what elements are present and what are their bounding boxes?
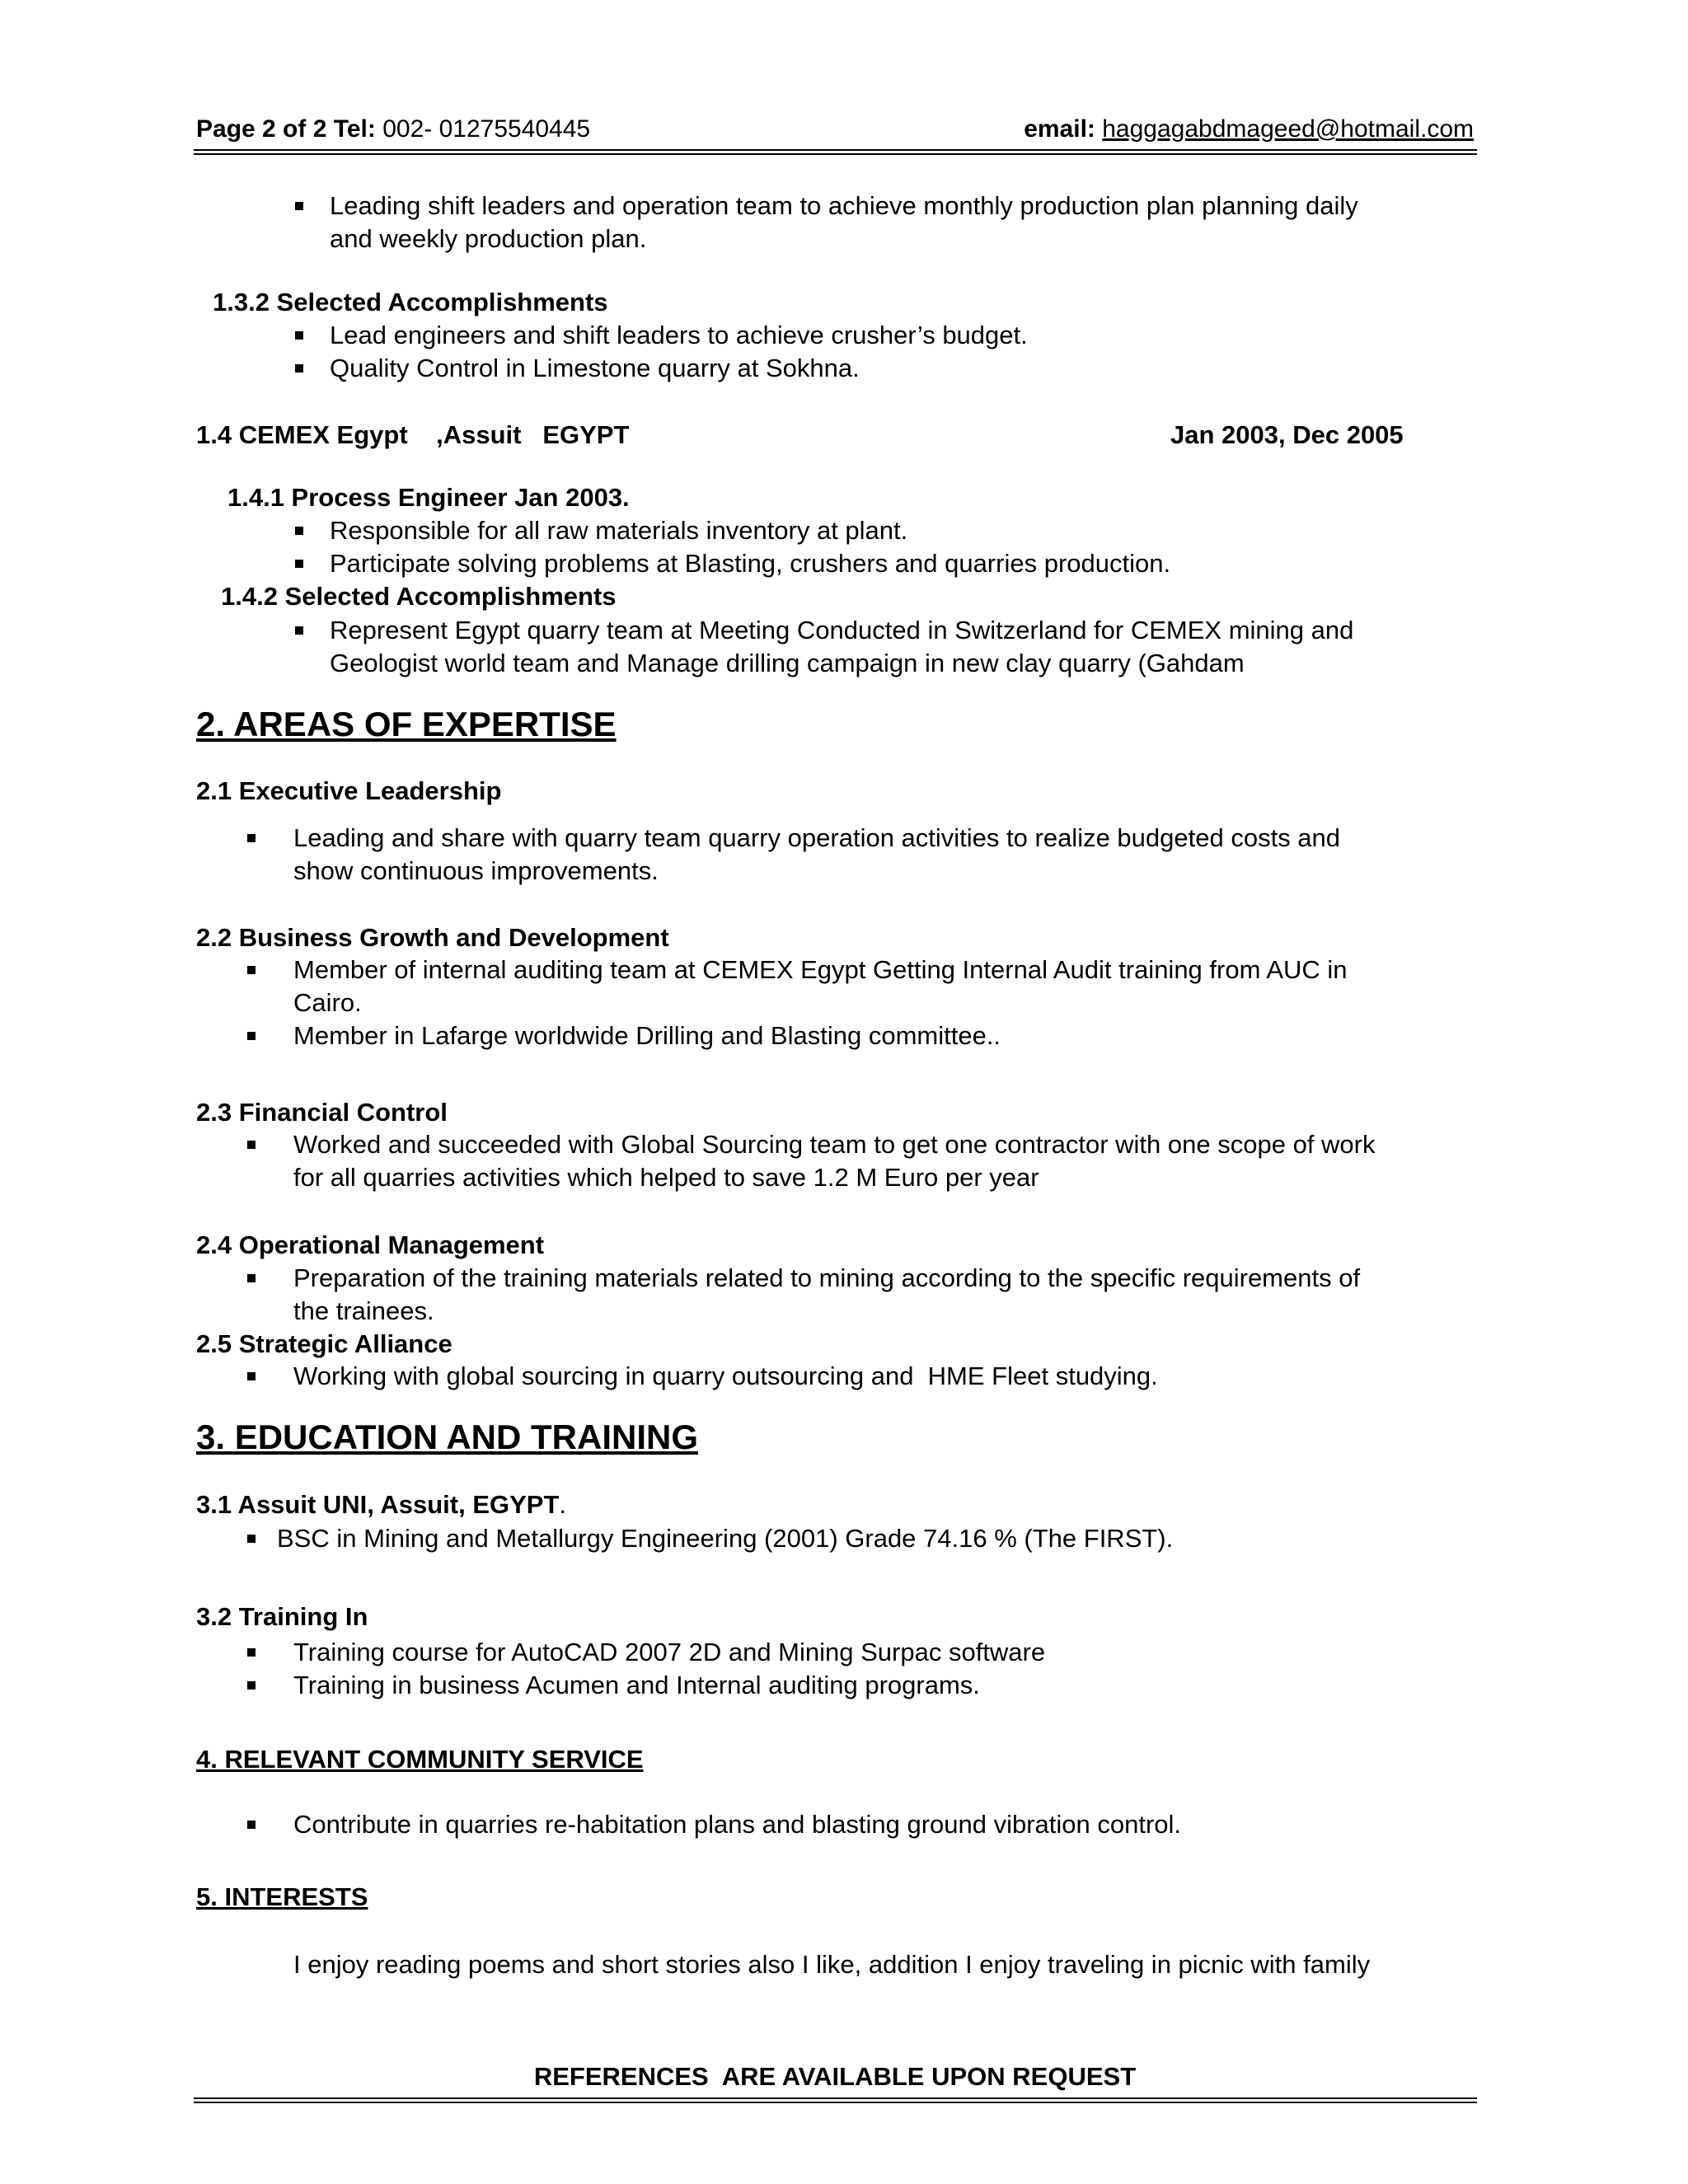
bullet-icon [295,202,303,210]
list-item: Working with global sourcing in quarry outsourcing and HME Fleet studying. [293,1361,1158,1390]
list-item-continued: Cairo. [293,988,362,1017]
bullet-icon [247,1372,256,1380]
email-label: email: [1024,115,1095,143]
section-heading-5: 5. INTERESTS [196,1882,368,1911]
list-item-continued: and weekly production plan. [330,224,647,253]
section-heading-2: 2. AREAS OF EXPERTISE [196,705,617,743]
bullet-icon [295,560,303,568]
bullet-icon [247,1821,256,1829]
section-heading-1-3-2: 1.3.2 Selected Accomplishments [213,288,608,316]
list-item: Training in business Acumen and Internal auditing programs. [293,1671,980,1699]
tel-label: Tel: [333,115,376,143]
list-item-continued: Geologist world team and Manage drilling campaign in new clay quarry (Gahdam [330,649,1245,677]
footer-rule-top [194,2097,1477,2099]
bullet-icon [247,1032,256,1040]
bullet-icon [247,966,256,974]
section-dates-1-4: Jan 2003, Dec 2005 [1170,420,1404,449]
bullet-icon [247,1648,256,1657]
interests-text: I enjoy reading poems and short stories also I like, addition I enjoy traveling in picnic with family [293,1950,1371,1979]
email-link[interactable]: haggagabdmageed@hotmail.com [1102,115,1474,143]
section-heading-1-4-1: 1.4.1 Process Engineer Jan 2003. [227,483,630,512]
list-item: BSC in Mining and Metallurgy Engineering (2001) Grade 74.16 % (The FIRST). [277,1524,1174,1553]
header-rule-top [194,149,1477,151]
section-heading-3: 3. EDUCATION AND TRAINING [196,1418,698,1456]
list-item-continued: for all quarries activities which helped to save 1.2 M Euro per year [293,1163,1039,1192]
bullet-icon [295,331,303,340]
section-heading-2-1: 2.1 Executive Leadership [196,776,502,805]
list-item: Training course for AutoCAD 2007 2D and Mining Surpac software [293,1638,1046,1666]
bullet-icon [247,1535,256,1543]
footer-rule-bottom [194,2102,1477,2103]
list-item: Lead engineers and shift leaders to achieve crusher’s budget. [330,321,1028,349]
bullet-icon [247,834,256,842]
bullet-icon [247,1681,256,1690]
header-rule-bottom [194,153,1477,155]
list-item: Quality Control in Limestone quarry at Sokhna. [330,354,860,382]
tel-value: 002- 01275540445 [382,115,591,143]
section-heading-2-2: 2.2 Business Growth and Development [196,923,669,952]
header-email [1024,115,1474,143]
section-heading-3-2: 3.2 Training In [196,1602,368,1631]
list-item-continued: show continuous improvements. [293,856,659,885]
section-heading-2-3: 2.3 Financial Control [196,1098,448,1127]
bullet-icon [295,364,303,373]
list-item: Member of internal auditing team at CEMEX Egypt Getting Internal Audit training from AUC in [293,955,1348,984]
list-item: Worked and succeeded with Global Sourcing team to get one contractor with one scope of work [293,1130,1376,1159]
bullet-icon [247,1141,256,1149]
list-item: Responsible for all raw materials inventory at plant. [330,516,908,545]
header-contact [196,115,590,143]
list-item: Preparation of the training materials related to mining according to the specific requirements of [293,1263,1361,1292]
section-heading-4: 4. RELEVANT COMMUNITY SERVICE [196,1745,644,1774]
bullet-icon [295,626,303,635]
section-heading-2-4: 2.4 Operational Management [196,1230,545,1259]
section-heading-1-4-2: 1.4.2 Selected Accomplishments [221,582,617,611]
section-heading-1-4: 1.4 CEMEX Egypt ,Assuit EGYPT [196,420,630,449]
list-item-continued: the trainees. [293,1296,434,1325]
list-item: Leading and share with quarry team quarry operation activities to realize budgeted costs and [293,823,1341,852]
list-item: Member in Lafarge worldwide Drilling and Blasting committee.. [293,1021,1001,1050]
bullet-icon [247,1274,256,1282]
list-item: Contribute in quarries re-habitation plans and blasting ground vibration control. [293,1810,1182,1839]
list-item: Represent Egypt quarry team at Meeting Conducted in Switzerland for CEMEX mining and [330,616,1354,644]
list-item: Leading shift leaders and operation team to achieve monthly production plan planning daily [330,191,1358,220]
section-heading-2-5: 2.5 Strategic Alliance [196,1329,452,1358]
page-header [196,115,1474,148]
bullet-icon [295,527,303,535]
list-item: Participate solving problems at Blasting, crushers and quarries production. [330,549,1171,578]
section-heading-3-1: 3.1 Assuit UNI, Assuit, EGYPT. [196,1490,567,1519]
page-label: Page 2 of 2 [196,115,327,143]
references-note: REFERENCES ARE AVAILABLE UPON REQUEST [533,2062,1137,2091]
